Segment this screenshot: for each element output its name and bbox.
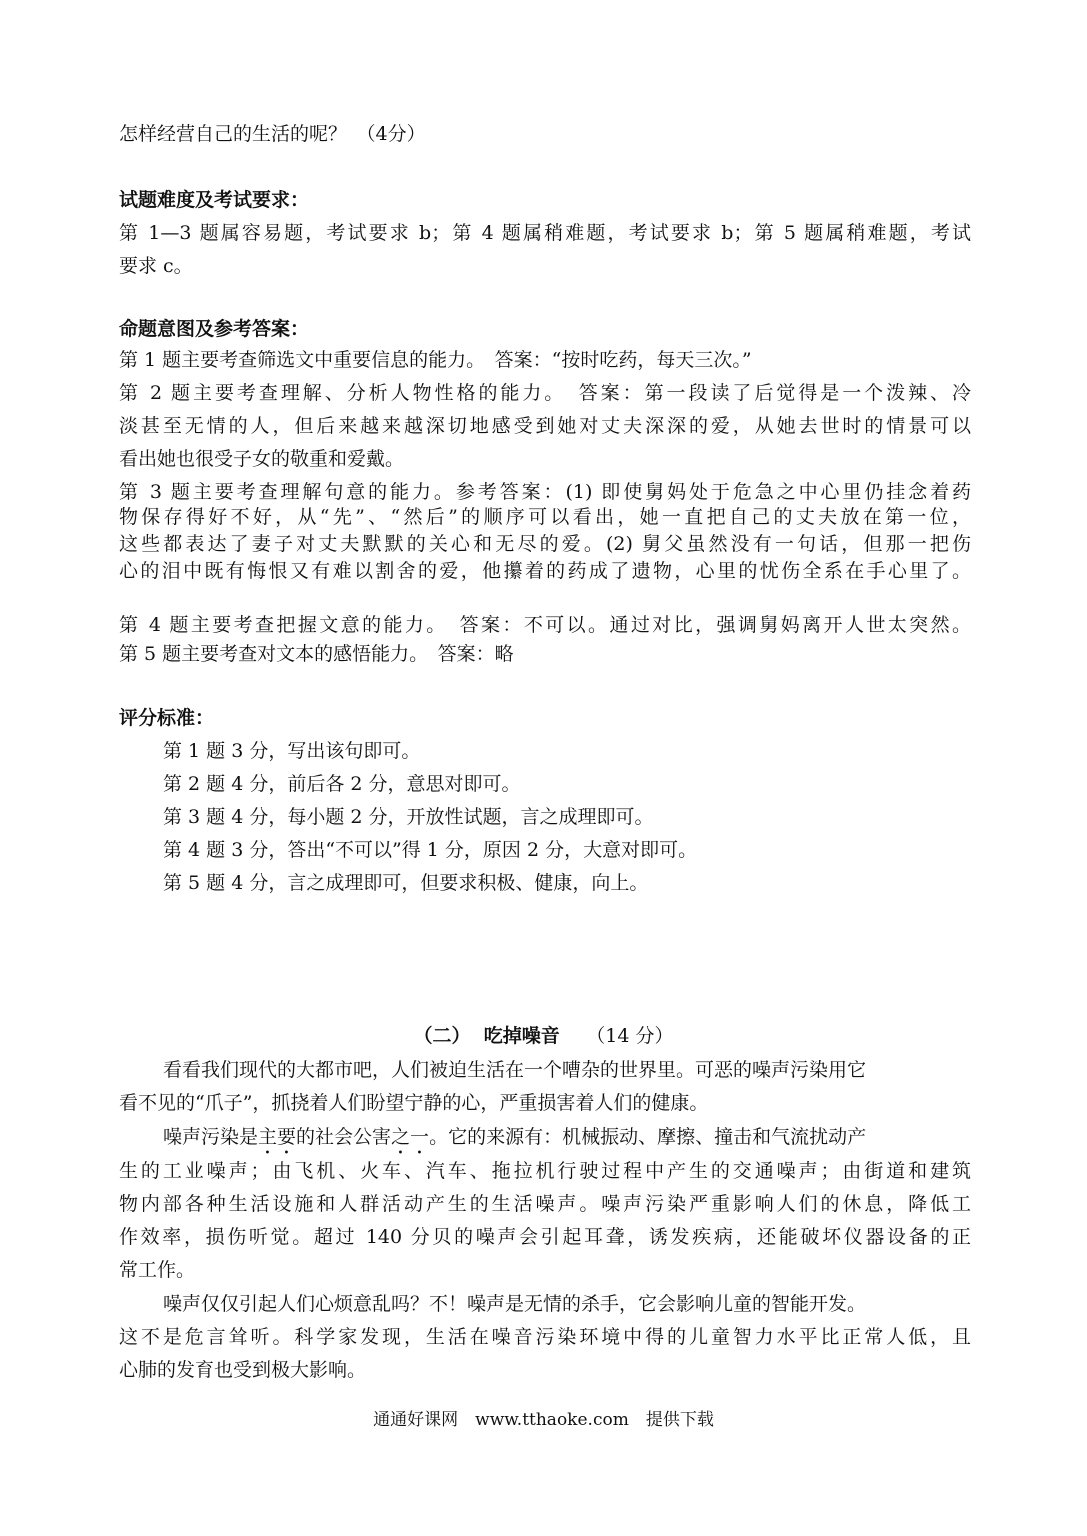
answer-line: 第 3 题主要考查理解句意的能力。参考答案：(1) 即使舅妈处于危急之中心里仍挂念着药 (119, 481, 971, 503)
text-run: 噪声污染是 (163, 1126, 259, 1148)
difficulty-line: 第 1—3 题属容易题，考试要求 b；第 4 题属稍难题，考试要求 b；第 5 题属稍难题，考试 (119, 222, 971, 244)
answer-line: 第 2 题主要考查理解、分析人物性格的能力。 答案：第一段读了后觉得是一个泼辣、冷 (119, 382, 971, 404)
section-number: （二） (413, 1025, 471, 1047)
paragraph-line: 这不是危言耸听。科学家发现，生活在噪音污染环境中得的儿童智力水平比正常人低，且 (119, 1326, 971, 1348)
paragraph-line: 噪声仅仅引起人们心烦意乱吗？不！噪声是无情的杀手，它会影响儿童的智能开发。 (163, 1293, 867, 1315)
difficulty-heading: 试题难度及考试要求： (119, 189, 310, 211)
paragraph-line: 物内部各种生活设施和人群活动产生的生活噪声。噪声污染严重影响人们的休息，降低工 (119, 1193, 971, 1215)
paragraph-line: 看不见的“爪子”，抓挠着人们盼望宁静的心，严重损害着人们的健康。 (119, 1092, 709, 1114)
scoring-item: 第 2 题 4 分，前后各 2 分，意思对即可。 (163, 773, 521, 795)
section-points: （14 分） (586, 1025, 674, 1047)
answer-line: 物保存得好不好，从“先”、“然后”的顺序可以看出，她一直把自己的丈夫放在第一位， (119, 506, 971, 528)
answer-line: 淡甚至无情的人，但后来越来越深切地感受到她对丈夫深深的爱，从她去世时的情景可以 (119, 415, 971, 437)
scoring-item: 第 5 题 4 分，言之成理即可，但要求积极、健康，向上。 (163, 872, 649, 894)
section-title (0, 1025, 1087, 1048)
scoring-heading: 评分标准： (119, 707, 215, 729)
answer-line: 第 4 题主要考查把握文意的能力。 答案：不可以。通过对比，强调舅妈离开人世太突然。 (119, 614, 971, 636)
scoring-item: 第 4 题 3 分，答出“不可以”得 1 分，原因 2 分，大意对即可。 (163, 839, 698, 861)
emphasis-text: 主要 (258, 1126, 297, 1148)
paragraph-line: 作效率，损伤听觉。超过 140 分贝的噪声会引起耳聋，诱发疾病，还能破坏仪器设备的正 (119, 1226, 971, 1248)
answer-line: 看出她也很受子女的敬重和爱戴。 (119, 448, 405, 470)
section-title-text: 吃掉噪音 (483, 1025, 560, 1047)
scoring-item: 第 1 题 3 分，写出该句即可。 (163, 740, 421, 762)
emphasis-text: 之一 (391, 1126, 430, 1148)
answer-line: 这些都表达了妻子对丈夫默默的关心和无尽的爱。(2) 舅父虽然没有一句话，但那一把伤 (119, 533, 971, 555)
intro-line: 怎样经营自己的生活的呢？ （4分） (119, 123, 426, 145)
answer-line: 第 1 题主要考查筛选文中重要信息的能力。 答案：“按时吃药，每天三次。” (119, 349, 752, 371)
paragraph-line: 常工作。 (119, 1259, 196, 1281)
paragraph-line: 看看我们现代的大都市吧，人们被迫生活在一个嘈杂的世界里。可恶的噪声污染用它 (163, 1059, 867, 1081)
paragraph-line (163, 1126, 971, 1159)
scoring-item: 第 3 题 4 分，每小题 2 分，开放性试题，言之成理即可。 (163, 806, 654, 828)
text-run: 。它的来源有：机械振动、摩擦、撞击和气流扰动产 (429, 1126, 867, 1148)
paragraph-line: 生的工业噪声；由飞机、火车、汽车、拖拉机行驶过程中产生的交通噪声；由街道和建筑 (119, 1160, 971, 1182)
answers-heading: 命题意图及参考答案： (119, 318, 310, 340)
difficulty-line: 要求 c。 (119, 255, 193, 277)
paragraph-line: 心肺的发育也受到极大影响。 (119, 1359, 367, 1381)
answer-line: 第 5 题主要考查对文本的感悟能力。 答案：略 (119, 643, 514, 665)
page-footer: 通通好课网 www.tthaoke.com 提供下载 (373, 1410, 714, 1430)
text-run: 的社会公害 (296, 1126, 392, 1148)
answer-line: 心的泪中既有悔恨又有难以割舍的爱，他攥着的药成了遗物，心里的忧伤全系在手心里了。 (119, 560, 971, 582)
